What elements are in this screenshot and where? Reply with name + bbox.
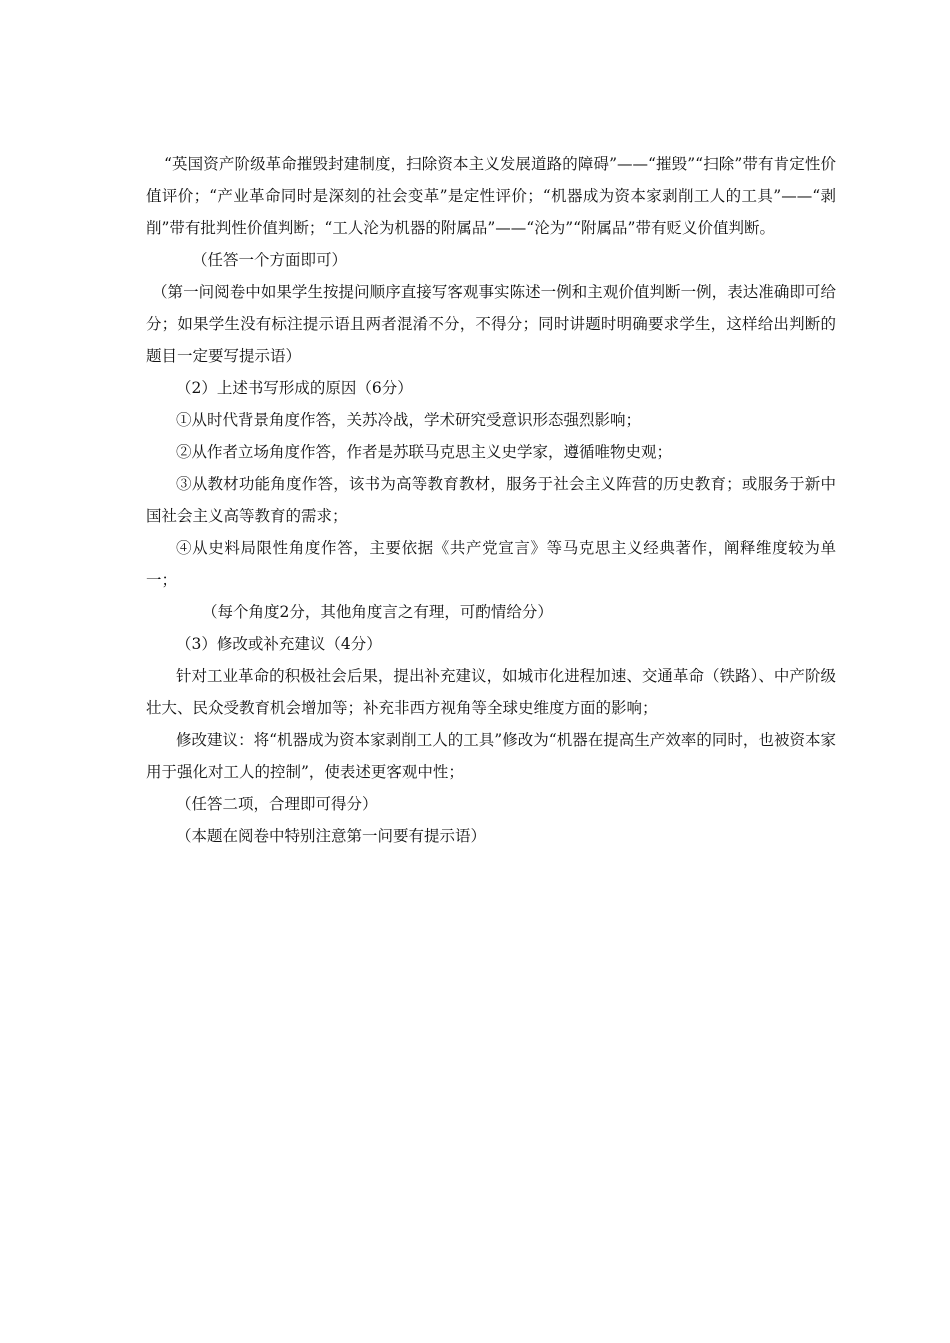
reason-item-3: ③从教材功能角度作答，该书为高等教育教材，服务于社会主义阵营的历史教育；或服务于新中国社会主义高等教育的需求； (146, 475, 836, 525)
note-any-one-aspect: （任答一个方面即可） (192, 251, 348, 269)
note-any-two-items: （任答二项，合理即可得分） (176, 795, 378, 813)
grading-note-first-question: （第一问阅卷中如果学生按提问顺序直接写客观事实陈述一例和主观价值判断一例，表达准确即可给分；如果学生没有标注提示语且两者混淆不分，不得分；同时讲题时明确要求学生，这样给出判断的题目一定要写提示语） (146, 283, 836, 365)
revision-suggestion: 修改建议：将“机器成为资本家剥削工人的工具”修改为“机器在提高生产效率的同时，也被资本家用于强化对工人的控制”，使表述更客观中性； (146, 731, 836, 781)
reason-item-4: ④从史料局限性角度作答，主要依据《共产党宣言》等马克思主义经典著作，阐释维度较为单一； (146, 539, 836, 589)
reason-item-2: ②从作者立场角度作答，作者是苏联马克思主义史学家，遵循唯物史观； (176, 443, 673, 461)
answer-document (146, 148, 836, 852)
grading-reminder: （本题在阅卷中特别注意第一问要有提示语） (176, 827, 487, 845)
supplement-suggestion: 针对工业革命的积极社会后果，提出补充建议，如城市化进程加速、交通革命（铁路）、中产阶级壮大、民众受教育机会增加等；补充非西方视角等全球史维度方面的影响； (146, 667, 836, 717)
value-judgment-paragraph: “英国资产阶级革命摧毁封建制度，扫除资本主义发展道路的障碍”——“摧毁”“扫除”带有肯定性价值评价；“产业革命同时是深刻的社会变革”是定性评价；“机器成为资本家剥削工人的工具”——“剥削”带有批判性价值判断；“工人沦为机器的附属品”——“沦为”“附属品”带有贬义价值判断。 (146, 155, 836, 237)
reason-item-1: ①从时代背景角度作答，关苏冷战，学术研究受意识形态强烈影响； (176, 411, 642, 429)
section-3-heading: （3）修改或补充建议（4分） (176, 635, 382, 653)
scoring-note-reasons: （每个角度2分，其他角度言之有理，可酌情给分） (202, 603, 553, 621)
section-2-heading: （2）上述书写形成的原因（6分） (176, 379, 413, 397)
